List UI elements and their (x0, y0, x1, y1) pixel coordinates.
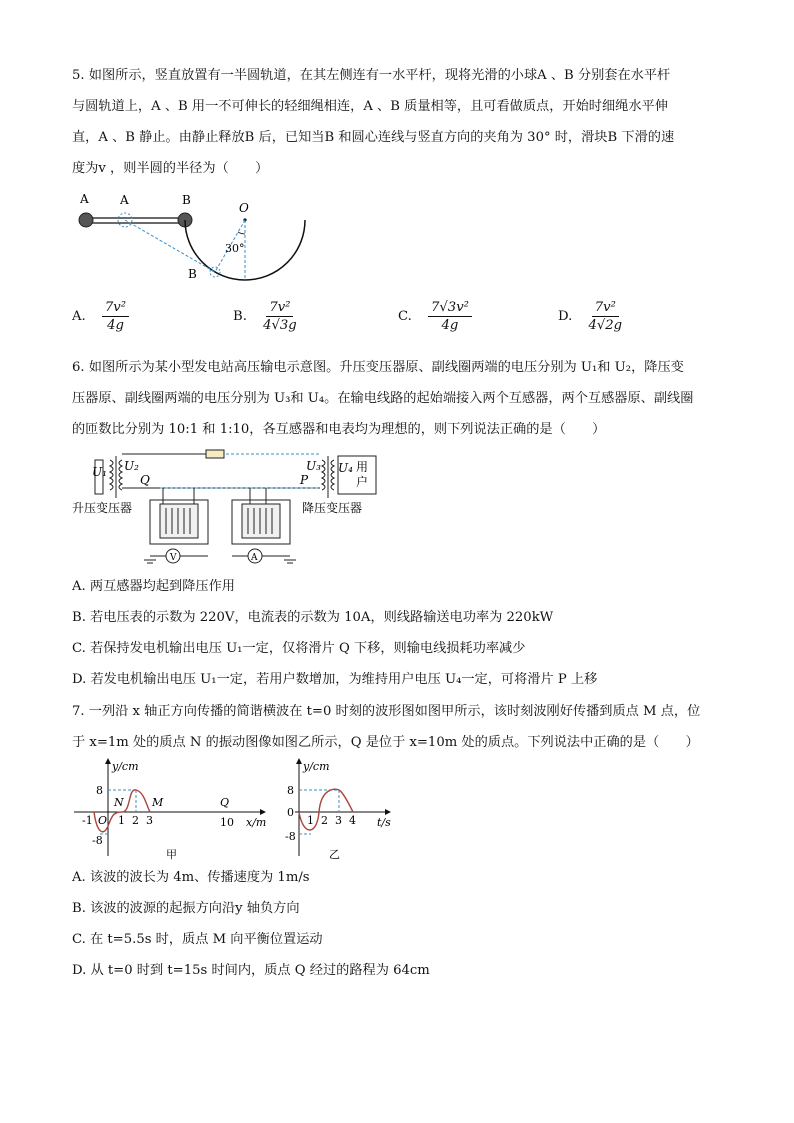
q5-option-d[interactable] (558, 300, 622, 333)
q7-line-2: 于 x=1m 处的质点 N 的振动图像如图乙所示，Q 是位于 x=10m 处的质点。下列说法中正确的是（ ） (72, 735, 699, 750)
label-b1: B (182, 193, 191, 207)
q6-option-b[interactable]: B. 若电压表的示数为 220V，电流表的示数为 10A，则线路输送电功率为 220kW (72, 610, 554, 625)
option-numerator: 7v² (266, 300, 293, 317)
q5-option-b[interactable] (233, 300, 297, 333)
q6-circuit-figure (70, 446, 390, 572)
voltmeter-label: V (170, 553, 177, 563)
yi-tick-x-2: 2 (321, 814, 328, 827)
yi-origin: 0 (287, 806, 294, 819)
yi-tick-x-1: 1 (307, 814, 314, 827)
q6-line-2: 压器原、副线圈两端的电压分别为 U₃和 U₄。在输电线路的起始端接入两个互感器，两个互感器原、副线圈 (72, 391, 694, 406)
yi-ylabel: y/cm (303, 760, 330, 773)
label-o: O (239, 201, 249, 215)
q6-line-3: 的匝数比分别为 10:1 和 1:10，各互感器和电表均为理想的，则下列说法正确的是（ ） (72, 422, 606, 437)
jia-tick-x-3: 3 (146, 814, 153, 827)
jia-xlabel: x/m (246, 816, 267, 829)
q6-option-c[interactable]: C. 若保持发电机输出电压 U₁一定，仅将滑片 Q 下移，则输电线损耗功率减少 (72, 641, 526, 656)
q6-option-d[interactable]: D. 若发电机输出电压 U₁一定，若用户数增加，为维持用户电压 U₄一定，可将滑片 P 上移 (72, 672, 598, 687)
option-denominator: 4√2g (588, 318, 623, 333)
option-letter: C. (398, 309, 412, 324)
yi-xlabel: t/s (377, 816, 391, 829)
jia-tick-y-neg: -8 (92, 834, 103, 847)
q7-option-a[interactable]: A. 该波的波长为 4m、传播速度为 1m/s (72, 870, 310, 885)
option-letter: B. (233, 309, 247, 324)
jia-origin: O (98, 814, 108, 827)
yi-tick-x-3: 3 (335, 814, 342, 827)
option-denominator: 4g (107, 318, 124, 333)
label-u3: U₃ (306, 459, 321, 473)
jia-tick-x-4: 10 (220, 816, 234, 829)
option-letter: A. (72, 309, 86, 324)
q7-option-d[interactable]: D. 从 t=0 时到 t=15s 时间内，质点 Q 经过的路程为 64cm (72, 963, 430, 978)
jia-point-m: M (152, 796, 164, 809)
label-user-1: 用 (356, 460, 369, 474)
q7-graph-jia (70, 756, 270, 862)
q7-option-b[interactable]: B. 该波的波源的起振方向沿y 轴负方向 (72, 901, 300, 916)
label-u4: U₄ (338, 461, 353, 475)
label-a2: A (120, 193, 129, 207)
option-denominator: 4√3g (263, 318, 297, 333)
label-step-up: 升压变压器 (72, 501, 133, 515)
option-letter: D. (558, 309, 573, 324)
q5-line-2: 与圆轨道上，A 、B 用一不可伸长的轻细绳相连，A 、B 质量相等，且可看做质点，开始时细绳水平伸 (72, 99, 668, 114)
label-user-2: 户 (356, 475, 369, 489)
ammeter-label: A (251, 553, 258, 563)
jia-tick-x-1: 1 (118, 814, 125, 827)
jia-caption: 甲 (166, 848, 177, 861)
jia-point-q: Q (220, 796, 230, 809)
jia-ylabel: y/cm (112, 760, 139, 773)
q7-line-1: 7. 一列沿 x 轴正方向传播的简谐横波在 t=0 时刻的波形图如图甲所示，该时刻波刚好传播到质点 M 点，位 (72, 704, 701, 719)
label-q: Q (140, 473, 150, 487)
q5-line-3: 直，A 、B 静止。由静止释放B 后，已知当B 和圆心连线与竖直方向的夹角为 30° 时，滑块B 下滑的速 (72, 130, 675, 145)
option-denominator: 4g (441, 318, 459, 333)
jia-tick-x-0: -1 (82, 814, 93, 827)
q7-option-c[interactable]: C. 在 t=5.5s 时，质点 M 向平衡位置运动 (72, 932, 323, 947)
jia-point-n: N (114, 796, 124, 809)
yi-caption: 乙 (329, 848, 340, 861)
jia-tick-x-2: 2 (132, 814, 139, 827)
label-angle: 30° (225, 242, 245, 255)
q7-graph-yi (285, 756, 395, 862)
q5-option-c[interactable] (398, 300, 472, 333)
label-b2: B (188, 267, 197, 281)
q6-line-1: 6. 如图所示为某小型发电站高压输电示意图。升压变压器原、副线圈两端的电压分别为 U₁和 U₂，降压变 (72, 360, 684, 375)
option-numerator: 7v² (592, 300, 619, 317)
ball-a-icon (79, 213, 93, 227)
q5-option-a[interactable] (72, 300, 129, 333)
label-p: P (300, 473, 309, 487)
yi-tick-y-pos: 8 (287, 784, 294, 797)
option-numerator: 7√3v² (428, 300, 472, 317)
option-numerator: 7v² (102, 300, 129, 317)
yi-tick-x-4: 4 (349, 814, 356, 827)
label-a1: A (80, 192, 89, 206)
q5-line-4: 度为v ，则半圆的半径为（ ） (72, 161, 269, 176)
yi-tick-y-neg: -8 (285, 830, 296, 843)
q6-option-a[interactable]: A. 两互感器均起到降压作用 (72, 579, 235, 594)
q5-line-1: 5. 如图所示，竖直放置有一半圆轨道，在其左侧连有一水平杆，现将光滑的小球A 、B 分别套在水平杆 (72, 68, 671, 83)
label-step-down: 降压变压器 (302, 501, 363, 515)
jia-tick-y-pos: 8 (96, 784, 103, 797)
label-u2: U₂ (124, 459, 139, 473)
q5-figure (70, 188, 310, 288)
label-u1: U₁ (92, 465, 107, 479)
